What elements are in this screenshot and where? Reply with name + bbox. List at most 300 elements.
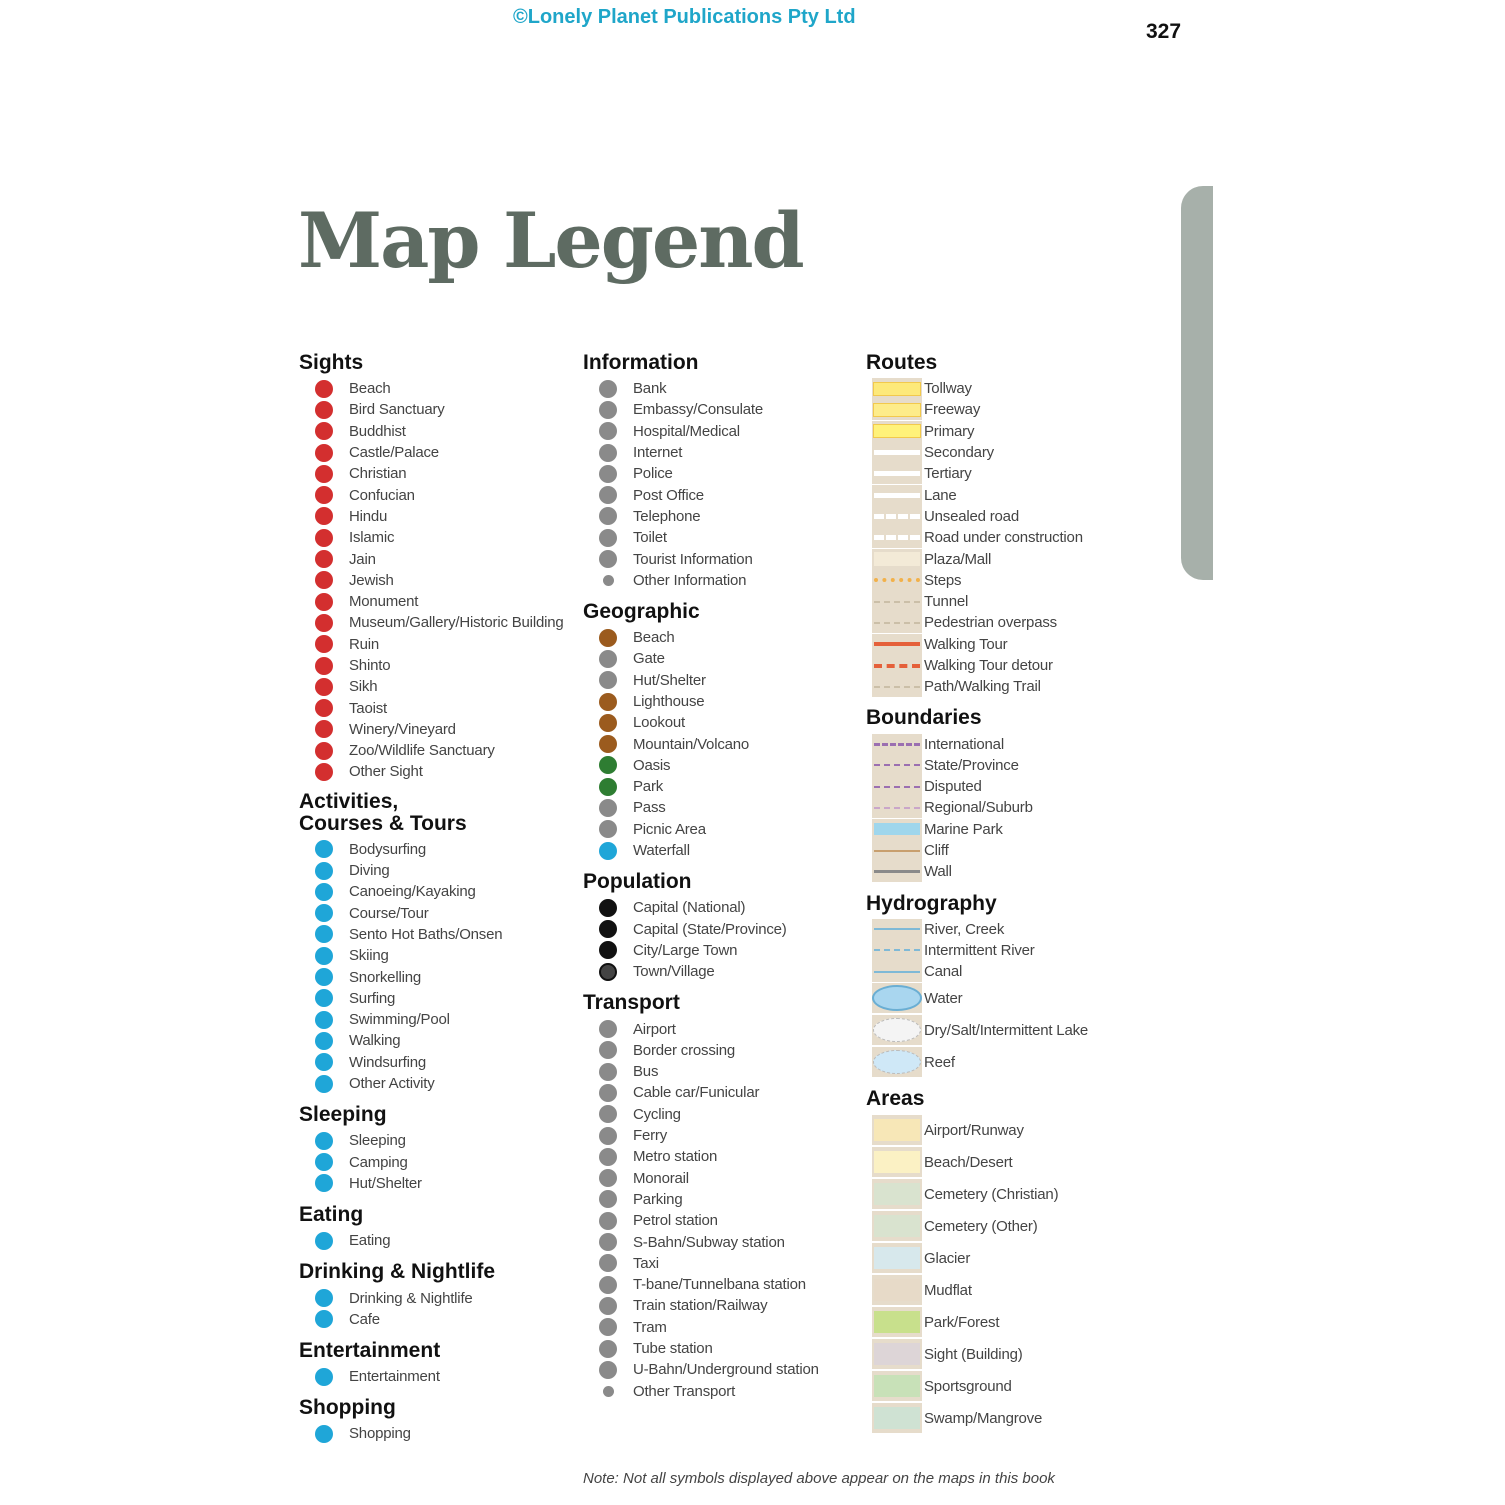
section-drinking — [299, 1261, 569, 1330]
legend-item-label: Unsealed road — [924, 507, 1019, 525]
legend-item — [583, 1040, 853, 1061]
legend-item — [583, 1274, 853, 1295]
legend-symbol-icon — [599, 1105, 617, 1123]
legend-item-label: Museum/Gallery/Historic Building — [349, 614, 564, 632]
section-entertainment — [299, 1340, 569, 1387]
section-areas — [866, 1088, 1166, 1434]
legend-item — [866, 1402, 1166, 1434]
legend-item — [866, 1146, 1166, 1178]
legend-symbol-icon — [599, 799, 617, 817]
legend-item-label: Bodysurfing — [349, 840, 427, 858]
legend-symbol-icon — [599, 444, 617, 462]
legend-item — [583, 506, 853, 527]
legend-item — [866, 1370, 1166, 1402]
legend-item-label: Cafe — [349, 1310, 380, 1328]
legend-symbol-icon — [315, 742, 333, 760]
legend-item-label: International — [924, 735, 1004, 753]
legend-item-label: Town/Village — [633, 963, 715, 981]
legend-swatch-icon — [872, 421, 922, 442]
legend-item — [866, 399, 1166, 420]
legend-item — [866, 982, 1166, 1014]
item-list — [299, 378, 569, 783]
legend-swatch-icon — [872, 1339, 922, 1369]
legend-symbol-icon — [315, 1425, 333, 1443]
legend-item-label: Regional/Suburb — [924, 799, 1033, 817]
legend-swatch-icon — [872, 840, 922, 861]
legend-symbol-icon — [315, 465, 333, 483]
section-sleeping — [299, 1104, 569, 1194]
legend-item — [866, 861, 1166, 882]
legend-item — [866, 548, 1166, 569]
legend-item-label: Sento Hot Baths/Onsen — [349, 925, 503, 943]
legend-item-label: Sportsground — [924, 1377, 1012, 1395]
legend-item-label: Metro station — [633, 1148, 718, 1166]
item-list — [583, 627, 853, 861]
legend-item-label: Freeway — [924, 401, 981, 419]
legend-item-label: Hindu — [349, 507, 388, 525]
legend-symbol-icon — [599, 941, 617, 959]
legend-item — [583, 421, 853, 442]
legend-swatch-icon — [872, 1179, 922, 1209]
legend-item-label: Disputed — [924, 778, 982, 796]
legend-swatch-icon — [872, 861, 922, 882]
legend-item-label: S-Bahn/Subway station — [633, 1233, 785, 1251]
legend-symbol-icon — [599, 1063, 617, 1081]
legend-item-label: Oasis — [633, 756, 671, 774]
legend-item-label: Monument — [349, 593, 419, 611]
legend-item — [583, 961, 853, 982]
legend-symbol-icon — [599, 1020, 617, 1038]
section-sights — [299, 352, 569, 783]
legend-item-label: Wall — [924, 863, 952, 881]
item-list — [866, 378, 1166, 697]
legend-symbol-icon — [315, 947, 333, 965]
legend-item — [299, 591, 569, 612]
legend-item-label: Hut/Shelter — [349, 1174, 422, 1192]
item-list — [583, 897, 853, 982]
legend-item — [299, 860, 569, 881]
legend-item — [866, 506, 1166, 527]
legend-item — [299, 655, 569, 676]
legend-symbol-icon — [315, 593, 333, 611]
legend-item — [583, 1018, 853, 1039]
legend-item — [299, 570, 569, 591]
legend-item-label: Cemetery (Other) — [924, 1217, 1038, 1235]
legend-item-label: Tram — [633, 1318, 667, 1336]
legend-item — [299, 697, 569, 718]
legend-item — [583, 897, 853, 918]
legend-swatch-icon — [872, 1147, 922, 1177]
legend-item — [299, 924, 569, 945]
item-list — [866, 1114, 1166, 1434]
legend-item-label: Airport/Runway — [924, 1121, 1024, 1139]
legend-item — [583, 840, 853, 861]
legend-item-label: Park/Forest — [924, 1313, 1000, 1331]
legend-symbol-icon — [599, 507, 617, 525]
section-activities — [299, 791, 569, 1095]
legend-swatch-icon — [872, 1275, 922, 1305]
legend-item — [866, 1046, 1166, 1078]
legend-item — [299, 463, 569, 484]
legend-item-label: Gate — [633, 650, 665, 668]
legend-item-label: Cycling — [633, 1105, 681, 1123]
legend-symbol-icon — [315, 883, 333, 901]
legend-item — [299, 548, 569, 569]
legend-item — [583, 484, 853, 505]
legend-item-label: Plaza/Mall — [924, 550, 992, 568]
item-list — [866, 733, 1166, 882]
legend-item — [299, 719, 569, 740]
legend-item — [866, 378, 1166, 399]
legend-item — [583, 919, 853, 940]
legend-swatch-icon — [872, 1307, 922, 1337]
legend-swatch-icon — [872, 549, 922, 570]
legend-swatch-icon — [872, 463, 922, 484]
legend-symbol-icon — [315, 840, 333, 858]
legend-symbol-icon — [315, 529, 333, 547]
legend-item — [866, 733, 1166, 754]
legend-item — [299, 945, 569, 966]
legend-item-label: Beach — [349, 380, 391, 398]
legend-item-label: Sikh — [349, 678, 378, 696]
legend-swatch-icon — [872, 1371, 922, 1401]
legend-item-label: State/Province — [924, 756, 1019, 774]
legend-item-label: Bus — [633, 1063, 659, 1081]
legend-item — [299, 399, 569, 420]
legend-item — [866, 940, 1166, 961]
legend-item — [299, 1423, 569, 1444]
legend-item-label: Swamp/Mangrove — [924, 1409, 1043, 1427]
section-title: Population — [583, 870, 692, 894]
legend-item-label: Train station/Railway — [633, 1297, 768, 1315]
legend-swatch-icon — [872, 1015, 922, 1045]
legend-item — [866, 840, 1166, 861]
legend-item — [583, 1082, 853, 1103]
legend-item — [866, 797, 1166, 818]
legend-item-label: Capital (State/Province) — [633, 920, 787, 938]
legend-column-1 — [299, 352, 569, 1455]
legend-item — [866, 1338, 1166, 1370]
legend-item — [866, 961, 1166, 982]
legend-symbol-icon — [599, 756, 617, 774]
legend-symbol-icon — [599, 1276, 617, 1294]
legend-item-label: Diving — [349, 862, 390, 880]
item-list — [299, 1366, 569, 1387]
legend-swatch-icon — [872, 819, 922, 840]
legend-symbol-icon — [315, 904, 333, 922]
legend-symbol-icon — [315, 968, 333, 986]
legend-item — [583, 1253, 853, 1274]
legend-item-label: Skiing — [349, 947, 389, 965]
legend-item — [299, 421, 569, 442]
legend-item — [583, 1125, 853, 1146]
legend-item — [583, 670, 853, 691]
legend-symbol-icon — [599, 920, 617, 938]
legend-item — [299, 1052, 569, 1073]
legend-item-label: Tourist Information — [633, 550, 753, 568]
legend-item — [866, 655, 1166, 676]
legend-item-label: Water — [924, 989, 963, 1007]
page-title: Map Legend — [298, 196, 803, 285]
legend-symbol-icon — [599, 1233, 617, 1251]
legend-item — [866, 570, 1166, 591]
legend-item-label: Tollway — [924, 380, 972, 398]
item-list — [299, 1423, 569, 1444]
legend-item — [583, 712, 853, 733]
legend-symbol-icon — [599, 529, 617, 547]
item-list — [866, 919, 1166, 1079]
legend-swatch-icon — [872, 940, 922, 961]
legend-item-label: Windsurfing — [349, 1053, 426, 1071]
legend-symbol-icon — [315, 614, 333, 632]
legend-symbol-icon — [315, 1310, 333, 1328]
legend-item-label: Surfing — [349, 989, 396, 1007]
legend-swatch-icon — [872, 983, 922, 1013]
legend-swatch-icon — [872, 676, 922, 697]
legend-item-label: Cemetery (Christian) — [924, 1185, 1059, 1203]
legend-symbol-icon — [599, 1127, 617, 1145]
legend-item — [583, 1338, 853, 1359]
legend-item — [866, 634, 1166, 655]
legend-item — [583, 527, 853, 548]
item-list — [299, 1287, 569, 1330]
legend-symbol-icon — [599, 1169, 617, 1187]
legend-symbol-icon — [315, 1174, 333, 1192]
legend-symbol-icon — [599, 1190, 617, 1208]
legend-item-label: Secondary — [924, 444, 994, 462]
legend-symbol-icon — [599, 465, 617, 483]
legend-item — [583, 1210, 853, 1231]
legend-symbol-icon — [599, 1212, 617, 1230]
legend-item-label: Toilet — [633, 529, 667, 547]
legend-item — [299, 988, 569, 1009]
legend-swatch-icon — [872, 527, 922, 548]
legend-item-label: Swimming/Pool — [349, 1011, 450, 1029]
legend-item — [299, 966, 569, 987]
legend-symbol-icon — [315, 862, 333, 880]
legend-item — [299, 761, 569, 782]
legend-symbol-icon — [315, 1053, 333, 1071]
legend-item — [866, 1274, 1166, 1306]
section-title: Hydrography — [866, 891, 997, 915]
legend-item — [583, 1061, 853, 1082]
legend-symbol-icon — [603, 575, 614, 586]
legend-symbol-icon — [599, 1084, 617, 1102]
section-shopping — [299, 1397, 569, 1444]
legend-item — [866, 421, 1166, 442]
legend-symbol-icon — [315, 1132, 333, 1150]
legend-symbol-icon — [599, 550, 617, 568]
legend-item-label: Shopping — [349, 1425, 411, 1443]
legend-symbol-icon — [599, 778, 617, 796]
legend-item — [299, 506, 569, 527]
legend-item-label: Lane — [924, 486, 957, 504]
legend-item — [866, 591, 1166, 612]
legend-item-label: Sleeping — [349, 1132, 406, 1150]
legend-item-label: Pass — [633, 799, 666, 817]
legend-item-label: Taoist — [349, 699, 387, 717]
legend-swatch-icon — [872, 442, 922, 463]
page-number: 327 — [1146, 20, 1182, 43]
legend-item — [299, 881, 569, 902]
section-geographic — [583, 601, 853, 861]
section-title: Sleeping — [299, 1103, 387, 1127]
legend-symbol-icon — [315, 507, 333, 525]
legend-item-label: Ferry — [633, 1127, 667, 1145]
section-title: Information — [583, 351, 699, 374]
legend-item — [299, 612, 569, 633]
legend-item — [583, 627, 853, 648]
legend-item-label: Castle/Palace — [349, 444, 439, 462]
copyright-line: ©Lonely Planet Publications Pty Ltd — [513, 6, 856, 28]
section-routes — [866, 352, 1166, 697]
legend-item-label: Intermittent River — [924, 941, 1035, 959]
section-title: Sights — [299, 351, 364, 374]
section-boundaries — [866, 707, 1166, 882]
legend-item-label: Beach/Desert — [924, 1153, 1013, 1171]
legend-column-3 — [866, 352, 1166, 1444]
legend-item — [583, 570, 853, 591]
legend-item — [583, 691, 853, 712]
legend-swatch-icon — [872, 485, 922, 506]
legend-item-label: Zoo/Wildlife Sanctuary — [349, 742, 495, 760]
legend-item-label: Bank — [633, 380, 667, 398]
legend-item-label: Marine Park — [924, 820, 1003, 838]
legend-swatch-icon — [872, 399, 922, 420]
legend-item-label: Embassy/Consulate — [633, 401, 763, 419]
legend-item-label: U-Bahn/Underground station — [633, 1361, 819, 1379]
legend-item-label: Dry/Salt/Intermittent Lake — [924, 1021, 1089, 1039]
legend-item — [299, 527, 569, 548]
legend-symbol-icon — [315, 1368, 333, 1386]
legend-symbol-icon — [315, 925, 333, 943]
legend-symbol-icon — [603, 1386, 614, 1397]
legend-symbol-icon — [599, 422, 617, 440]
legend-item — [299, 634, 569, 655]
legend-item-label: Waterfall — [633, 842, 690, 860]
legend-symbol-icon — [315, 989, 333, 1007]
legend-symbol-icon — [599, 1340, 617, 1358]
legend-swatch-icon — [872, 797, 922, 818]
legend-swatch-icon — [872, 1403, 922, 1433]
legend-symbol-icon — [599, 1297, 617, 1315]
legend-item-label: Cable car/Funicular — [633, 1084, 760, 1102]
legend-item — [299, 442, 569, 463]
legend-symbol-icon — [599, 735, 617, 753]
item-list — [299, 1130, 569, 1194]
legend-item-label: Glacier — [924, 1249, 971, 1267]
legend-item-label: Taxi — [633, 1254, 659, 1272]
legend-item-label: Border crossing — [633, 1041, 736, 1059]
legend-symbol-icon — [315, 1075, 333, 1093]
legend-item-label: Police — [633, 465, 673, 483]
legend-symbol-icon — [315, 444, 333, 462]
section-eating — [299, 1204, 569, 1251]
legend-item-label: Road under construction — [924, 529, 1083, 547]
legend-symbol-icon — [599, 820, 617, 838]
legend-item — [299, 903, 569, 924]
section-population — [583, 871, 853, 982]
legend-item — [299, 1366, 569, 1387]
legend-item — [583, 1168, 853, 1189]
legend-item — [583, 463, 853, 484]
legend-item — [583, 733, 853, 754]
legend-item-label: Bird Sanctuary — [349, 401, 445, 419]
legend-swatch-icon — [872, 919, 922, 940]
legend-item-label: Winery/Vineyard — [349, 720, 456, 738]
legend-symbol-icon — [315, 657, 333, 675]
legend-symbol-icon — [599, 693, 617, 711]
legend-item — [299, 839, 569, 860]
legend-symbol-icon — [315, 635, 333, 653]
legend-item-label: Path/Walking Trail — [924, 678, 1041, 696]
legend-symbol-icon — [599, 1254, 617, 1272]
legend-item-label: Confucian — [349, 486, 415, 504]
legend-item-label: Ruin — [349, 635, 380, 653]
legend-item — [583, 648, 853, 669]
legend-item — [299, 1287, 569, 1308]
legend-item — [583, 1359, 853, 1380]
legend-swatch-icon — [872, 655, 922, 676]
legend-item-label: Petrol station — [633, 1212, 718, 1230]
legend-item-label: Park — [633, 778, 664, 796]
legend-item — [299, 484, 569, 505]
legend-item — [583, 1104, 853, 1125]
legend-item — [583, 1231, 853, 1252]
legend-item-label: Snorkelling — [349, 968, 422, 986]
legend-item-label: Cliff — [924, 842, 949, 860]
side-thumb-tab — [1181, 186, 1213, 580]
legend-item-label: Capital (National) — [633, 899, 746, 917]
legend-symbol-icon — [599, 1148, 617, 1166]
legend-item-label: Mountain/Volcano — [633, 735, 750, 753]
legend-symbol-icon — [599, 629, 617, 647]
legend-item — [299, 1173, 569, 1194]
footnote: Note: Not all symbols displayed above appear on the maps in this book — [583, 1470, 1055, 1487]
legend-symbol-icon — [599, 1361, 617, 1379]
legend-item-label: Hospital/Medical — [633, 422, 740, 440]
legend-symbol-icon — [599, 486, 617, 504]
legend-swatch-icon — [872, 1243, 922, 1273]
legend-item-label: Mudflat — [924, 1281, 972, 1299]
legend-item-label: Christian — [349, 465, 407, 483]
legend-symbol-icon — [315, 550, 333, 568]
legend-item — [299, 1009, 569, 1030]
legend-item-label: Other Transport — [633, 1382, 736, 1400]
section-title: Entertainment — [299, 1338, 441, 1362]
legend-symbol-icon — [599, 1318, 617, 1336]
legend-item — [583, 399, 853, 420]
legend-swatch-icon — [872, 755, 922, 776]
legend-item-label: Shinto — [349, 657, 391, 674]
legend-item — [583, 755, 853, 776]
legend-item-label: Beach — [633, 629, 675, 647]
legend-item-label: Steps — [924, 571, 962, 589]
legend-symbol-icon — [315, 720, 333, 738]
legend-item-label: Other Information — [633, 571, 747, 589]
section-title: Routes — [866, 351, 938, 374]
legend-item-label: Buddhist — [349, 422, 406, 440]
legend-item — [866, 463, 1166, 484]
section-title: Geographic — [583, 599, 700, 623]
legend-symbol-icon — [315, 699, 333, 717]
legend-symbol-icon — [599, 842, 617, 860]
legend-item-label: Canal — [924, 963, 963, 981]
legend-item-label: Reef — [924, 1053, 955, 1071]
legend-symbol-icon — [315, 1011, 333, 1029]
legend-item — [866, 484, 1166, 505]
section-transport — [583, 992, 853, 1401]
